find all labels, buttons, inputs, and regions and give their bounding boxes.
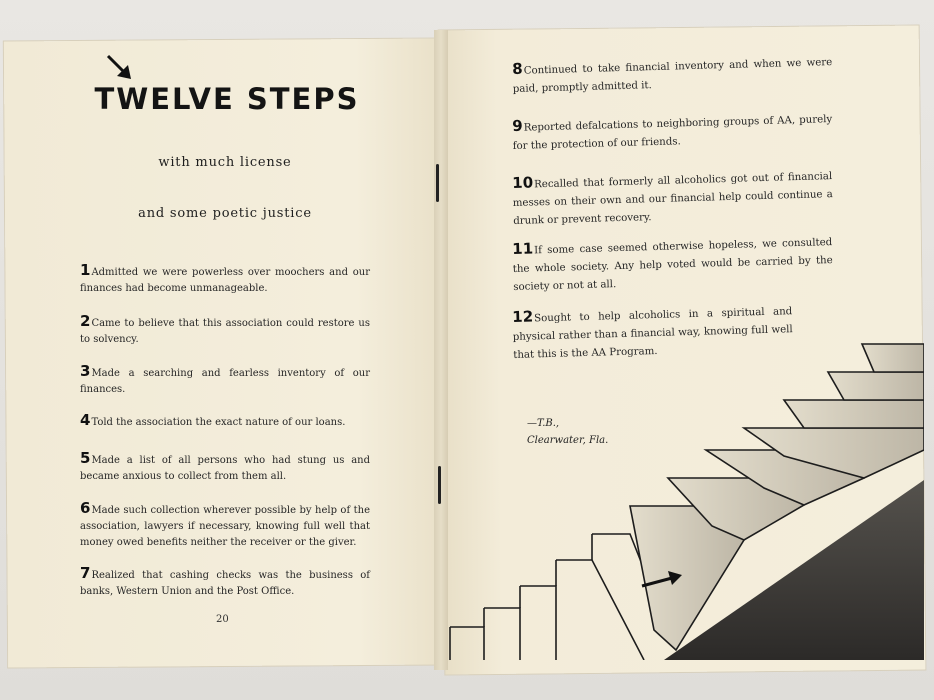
staple-bottom	[438, 466, 441, 504]
staple-top	[436, 164, 439, 202]
signature-location: Clearwater, Fla.	[527, 435, 609, 446]
step-3: 3Made a searching and fearless inventory of our finances.	[80, 362, 370, 395]
page-number: 20	[216, 614, 229, 625]
staircase-illustration	[444, 330, 924, 660]
subtitle-justice: and some poetic justice	[138, 206, 312, 221]
step-8: 8Continued to take financial inventory and when we were paid, promptly admitted it.	[512, 57, 833, 95]
page-title: TWELVE STEPS	[94, 82, 360, 116]
signature-initials: —T.B.,	[527, 418, 560, 429]
step-1: 1Admitted we were powerless over moochers and our finances had become unmanageable.	[80, 261, 370, 294]
step-7: 7Realized that cashing checks was the business of banks, Western Union and the Post Office.	[80, 564, 370, 597]
step-5: 5Made a list of all persons who had stung us and became anxious to collect from them all.	[80, 449, 370, 482]
step-12: 12Sought to help alcoholics in a spiritual and physical rather than a financial way, knowing full well that this is the AA Program.	[512, 306, 793, 361]
step-10: 10Recalled that formerly all alcoholics got out of financial messes on their own and our financial help could continue a drunk or prevent recovery.	[512, 171, 833, 227]
step-2: 2Came to believe that this association could restore us to solvency.	[80, 312, 370, 345]
step-9: 9Reported defalcations to neighboring groups of AA, purely for the protection of our friends.	[512, 114, 833, 152]
arrow-icon	[104, 52, 136, 84]
step-6: 6Made such collection wherever possible by help of the association, lawyers if necessary, knowing full well that money owed benefits neither the receiver or the giver.	[80, 499, 370, 548]
step-4: 4Told the association the exact nature of our loans.	[80, 411, 346, 429]
subtitle-license: with much license	[158, 155, 292, 170]
step-11: 11If some case seemed otherwise hopeless, we consulted the whole society. Any help voted would be carried by the society or not at all.	[512, 237, 833, 293]
